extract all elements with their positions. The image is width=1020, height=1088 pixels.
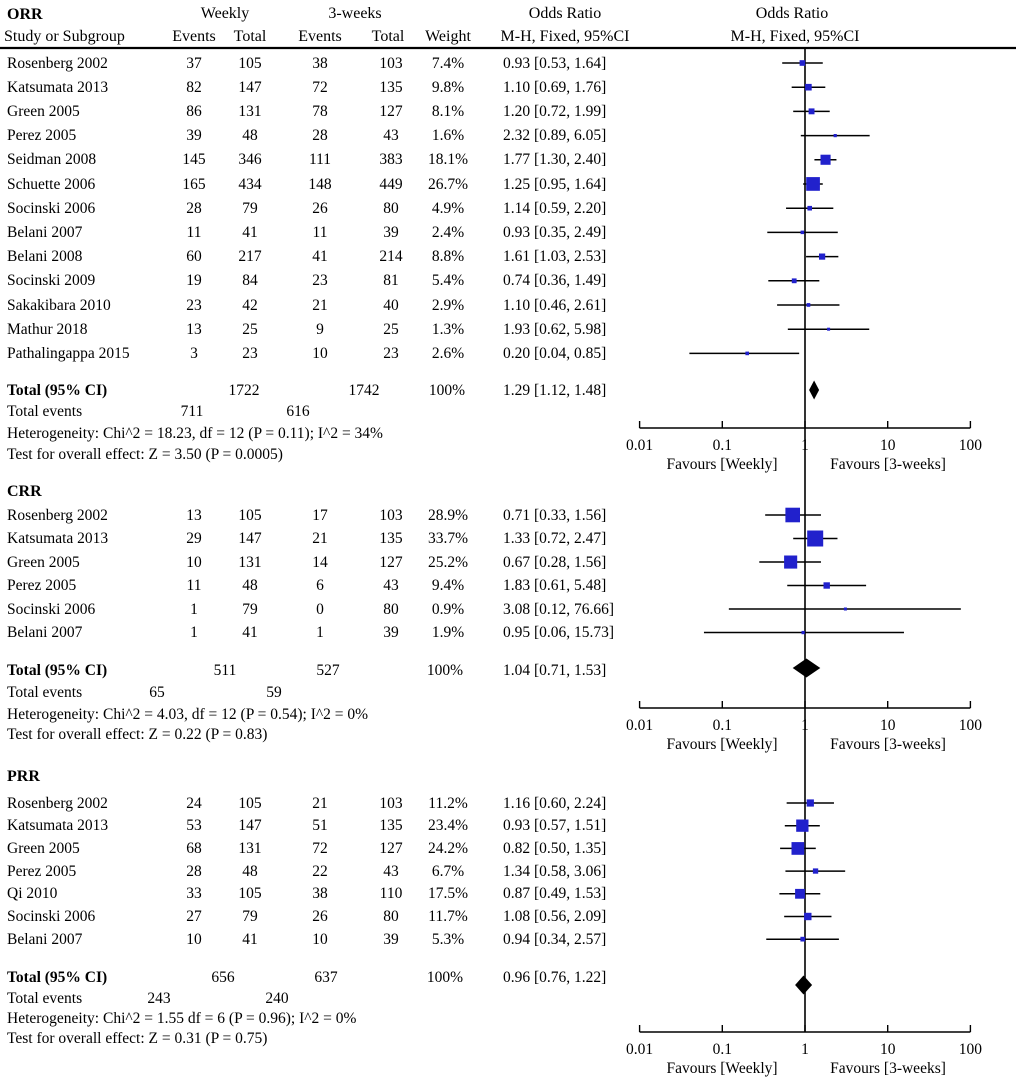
weekly-events-value: 86 [186,102,202,120]
or-marker [813,868,818,873]
axis-tick-label: 0.1 [712,1040,732,1058]
threeweeks-total-value: 80 [383,199,399,217]
or-marker [807,206,812,211]
weekly-events-value: 68 [186,839,202,857]
total-or-ci-value: 1.04 [0.71, 1.53] [503,661,607,679]
or-marker [819,254,825,260]
or-marker [807,531,823,547]
weight-value: 6.7% [431,862,465,880]
study-name: Katsumata 2013 [7,817,109,835]
total-events-threeweeks: 240 [265,989,289,1007]
threeweeks-events-value: 38 [312,54,328,72]
or-marker [821,155,831,165]
weight-value: 8.8% [431,248,465,266]
weekly-total-value: 131 [238,839,262,857]
threeweeks-total-value: 135 [379,530,403,547]
summary-diamond [809,381,819,400]
weekly-events-value: 1 [190,624,198,641]
or-marker [824,582,830,588]
weight-value: 0.9% [431,600,465,618]
threeweeks-total-value: 127 [379,102,403,120]
study-name: Katsumata 2013 [7,530,109,547]
weekly-events-value: 60 [186,248,202,266]
weight-value: 5.3% [431,930,465,948]
threeweeks-total-value: 80 [383,600,399,618]
axis-tick-label: 0.1 [712,716,732,734]
study-name: Schuette 2006 [7,175,96,193]
threeweeks-total-value: 449 [379,175,403,193]
weight-value: 1.6% [431,127,465,145]
total-weight: 100% [426,661,464,679]
total-events-weekly: 711 [180,402,204,420]
or-ci-value: 2.32 [0.89, 6.05] [503,127,607,145]
study-name: Perez 2005 [7,862,77,880]
weight-value: 1.9% [431,624,465,641]
threeweeks-events-value: 9 [316,320,324,338]
threeweeks-total-value: 39 [383,223,399,241]
weekly-events-value: 23 [186,296,202,314]
weekly-total-value: 147 [238,530,262,547]
threeweeks-total-value: 39 [383,624,399,641]
mh-fixed-text-header: M-H, Fixed, 95%CI [500,28,630,45]
favours-3weeks-label: Favours [3-weeks] [830,735,946,753]
threeweeks-total-value: 110 [379,885,403,903]
or-ci-value: 0.93 [0.53, 1.64] [503,54,607,72]
weekly-total-value: 84 [242,272,258,290]
heterogeneity-text: Heterogeneity: Chi^2 = 18.23, df = 12 (P = 0.11); I^2 = 34% [7,424,383,442]
weekly-total-value: 79 [242,600,258,618]
total-label: Total (95% CI) [7,661,108,679]
section-title-prr: PRR [7,767,40,785]
weekly-total-value: 131 [238,553,262,571]
or-ci-value: 0.87 [0.49, 1.53] [503,885,607,903]
favours-3weeks-label: Favours [3-weeks] [830,1059,946,1077]
threeweeks-total-value: 127 [379,553,403,571]
weight-value: 18.1% [427,151,469,169]
threeweeks-events-header: Events [298,28,342,45]
mh-fixed-plot-header: M-H, Fixed, 95%CI [730,28,860,45]
threeweeks-events-value: 21 [312,794,328,812]
study-name: Rosenberg 2002 [7,794,108,812]
weekly-group-header: Weekly [200,5,250,22]
threeweeks-events-value: 6 [316,577,324,594]
threeweeks-events-value: 10 [312,344,328,362]
weight-value: 28.9% [427,506,469,524]
threeweeks-total-value: 80 [383,908,399,925]
or-ci-value: 1.93 [0.62, 5.98] [503,320,607,338]
or-ci-value: 1.10 [0.46, 2.61] [503,296,607,314]
study-name: Seidman 2008 [7,151,97,169]
axis-tick-label: 0.1 [712,436,732,454]
heterogeneity-text: Heterogeneity: Chi^2 = 4.03, df = 12 (P = 0.54); I^2 = 0% [7,705,369,723]
weekly-total-value: 105 [238,885,262,903]
threeweeks-total-value: 43 [383,577,399,594]
study-name: Socinski 2006 [7,199,96,217]
study-name: Mathur 2018 [7,320,88,338]
weekly-events-value: 10 [186,930,202,948]
overall-effect-text: Test for overall effect: Z = 0.22 (P = 0.83) [7,725,268,743]
threeweeks-events-value: 11 [312,223,328,241]
or-ci-value: 0.93 [0.57, 1.51] [503,817,607,835]
or-marker [802,631,805,634]
weekly-total-value: 48 [242,577,258,594]
weekly-total-value: 346 [238,151,262,169]
threeweeks-events-value: 41 [312,248,328,266]
weekly-events-value: 82 [186,78,202,96]
threeweeks-total-value: 135 [379,78,403,96]
total-weekly-total: 656 [211,968,235,986]
or-marker [809,108,815,114]
weight-value: 2.9% [431,296,465,314]
threeweeks-total-value: 135 [379,817,403,835]
total-weekly-total: 1722 [228,381,260,399]
axis-tick-label: 1 [801,436,809,454]
or-ci-value: 1.08 [0.56, 2.09] [503,908,607,925]
or-ci-value: 1.25 [0.95, 1.64] [503,175,607,193]
or-marker [801,231,805,235]
weekly-events-value: 1 [190,600,198,618]
threeweeks-events-value: 0 [316,600,324,618]
study-name: Socinski 2006 [7,908,96,925]
overall-effect-text: Test for overall effect: Z = 3.50 (P = 0.0005) [7,445,283,463]
or-ci-value: 1.10 [0.69, 1.76] [503,78,607,96]
favours-3weeks-label: Favours [3-weeks] [830,455,946,473]
study-col-header: Study or Subgroup [4,28,125,45]
threeweeks-total-value: 127 [379,839,403,857]
study-name: Socinski 2006 [7,600,96,618]
weight-value: 9.8% [431,78,465,96]
study-name: Katsumata 2013 [7,78,109,96]
weekly-events-value: 11 [186,223,202,241]
or-marker [804,913,811,920]
weekly-events-value: 53 [186,817,202,835]
threeweeks-events-value: 17 [312,506,328,524]
threeweeks-total-value: 81 [383,272,399,290]
total-events-threeweeks: 616 [286,402,310,420]
weight-value: 9.4% [431,577,465,594]
weekly-events-value: 24 [186,794,202,812]
study-name: Perez 2005 [7,577,77,594]
or-ci-value: 0.94 [0.34, 2.57] [503,930,607,948]
weight-value: 1.3% [431,320,465,338]
threeweeks-total-value: 39 [383,930,399,948]
heterogeneity-text: Heterogeneity: Chi^2 = 1.55 df = 6 (P = 0.96); I^2 = 0% [7,1009,357,1027]
threeweeks-events-value: 51 [312,817,328,835]
study-name: Green 2005 [7,839,80,857]
or-ci-value: 0.95 [0.06, 15.73] [503,624,615,641]
or-marker [827,328,830,331]
or-marker [795,889,805,899]
or-ci-value: 1.34 [0.58, 3.06] [503,862,607,880]
or-marker [807,799,814,806]
weekly-events-value: 27 [186,908,202,925]
overall-effect-text: Test for overall effect: Z = 0.31 (P = 0.75) [7,1029,268,1047]
or-marker [806,177,820,191]
odds-ratio-text-header: Odds Ratio [528,5,602,22]
favours-weekly-label: Favours [Weekly] [666,735,778,753]
threeweeks-total-value: 23 [383,344,399,362]
section-title-orr: ORR [7,5,43,23]
weekly-events-value: 33 [186,885,202,903]
threeweeks-total-value: 383 [379,151,403,169]
or-marker [784,556,797,569]
threeweeks-total-value: 25 [383,320,399,338]
threeweeks-total-value: 103 [379,506,403,524]
weekly-total-value: 105 [238,506,262,524]
study-name: Socinski 2009 [7,272,96,290]
threeweeks-total-value: 43 [383,862,399,880]
or-ci-value: 1.61 [1.03, 2.53] [503,248,607,266]
weekly-events-value: 165 [182,175,206,193]
threeweeks-events-value: 38 [312,885,328,903]
or-marker [800,937,805,942]
weekly-total-value: 79 [242,908,258,925]
weight-value: 11.7% [428,908,468,925]
weight-value: 8.1% [431,102,465,120]
weight-value: 17.5% [427,885,469,903]
favours-weekly-label: Favours [Weekly] [666,1059,778,1077]
weekly-total-header: Total [233,28,267,45]
axis-tick-label: 100 [958,436,983,454]
or-ci-value: 3.08 [0.12, 76.66] [503,600,615,618]
total-events-threeweeks: 59 [266,683,282,701]
weight-value: 26.7% [427,175,469,193]
weekly-total-value: 48 [242,862,258,880]
weekly-total-value: 105 [238,794,262,812]
or-marker [805,84,812,91]
weekly-events-value: 3 [190,344,198,362]
axis-tick-label: 10 [879,436,896,454]
favours-weekly-label: Favours [Weekly] [666,455,778,473]
axis-tick-label: 100 [958,1040,983,1058]
weekly-total-value: 41 [242,930,258,948]
total-threeweeks-total: 1742 [348,381,380,399]
or-marker [785,508,800,523]
total-weight: 100% [426,968,464,986]
study-name: Sakakibara 2010 [7,296,111,314]
study-name: Belani 2007 [7,624,83,641]
threeweeks-group-header: 3-weeks [328,5,382,22]
weekly-total-value: 147 [238,817,262,835]
axis-tick-label: 100 [958,716,983,734]
or-ci-value: 1.14 [0.59, 2.20] [503,199,607,217]
total-events-label: Total events [7,989,83,1007]
axis-tick-label: 1 [801,716,809,734]
or-ci-value: 1.33 [0.72, 2.47] [503,530,607,547]
total-or-ci-value: 1.29 [1.12, 1.48] [503,381,607,399]
summary-diamond [795,976,812,995]
total-events-label: Total events [7,402,83,420]
or-ci-value: 1.77 [1.30, 2.40] [503,151,607,169]
weekly-total-value: 131 [238,102,262,120]
weight-value: 11.2% [428,794,468,812]
total-weekly-total: 511 [213,661,237,679]
threeweeks-events-value: 1 [316,624,324,641]
weekly-events-value: 37 [186,54,202,72]
total-events-weekly: 65 [149,683,165,701]
weekly-events-value: 11 [186,577,202,594]
axis-tick-label: 0.01 [626,436,654,454]
or-marker [800,60,806,66]
axis-tick-label: 10 [879,716,896,734]
weight-value: 5.4% [431,272,465,290]
weekly-total-value: 105 [238,54,262,72]
threeweeks-total-value: 43 [383,127,399,145]
weight-header: Weight [425,28,471,45]
weekly-total-value: 41 [242,624,258,641]
study-name: Belani 2007 [7,223,83,241]
study-name: Green 2005 [7,553,80,571]
study-name: Belani 2007 [7,930,83,948]
weekly-events-value: 28 [186,862,202,880]
study-name: Rosenberg 2002 [7,54,108,72]
or-ci-value: 0.74 [0.36, 1.49] [503,272,607,290]
threeweeks-events-value: 26 [312,908,328,925]
study-name: Pathalingappa 2015 [7,344,130,362]
weekly-total-value: 79 [242,199,258,217]
or-marker [796,820,808,832]
total-events-label: Total events [7,683,83,701]
total-label: Total (95% CI) [7,968,108,986]
threeweeks-total-value: 103 [379,54,403,72]
threeweeks-events-value: 78 [312,102,328,120]
threeweeks-events-value: 148 [308,175,332,193]
threeweeks-events-value: 21 [312,530,328,547]
or-ci-value: 1.16 [0.60, 2.24] [503,794,607,812]
or-ci-value: 1.20 [0.72, 1.99] [503,102,607,120]
weight-value: 23.4% [427,817,469,835]
weekly-total-value: 41 [242,223,258,241]
threeweeks-events-value: 26 [312,199,328,217]
study-name: Belani 2008 [7,248,83,266]
or-marker [792,842,805,855]
threeweeks-events-value: 72 [312,839,328,857]
or-marker [844,608,847,611]
weight-value: 24.2% [427,839,469,857]
threeweeks-events-value: 14 [312,553,328,571]
threeweeks-total-value: 214 [379,248,403,266]
total-or-ci-value: 0.96 [0.76, 1.22] [503,968,607,986]
weekly-events-value: 39 [186,127,202,145]
or-ci-value: 1.83 [0.61, 5.48] [503,577,607,594]
threeweeks-total-value: 40 [383,296,399,314]
threeweeks-events-value: 23 [312,272,328,290]
weekly-total-value: 217 [238,248,262,266]
weekly-total-value: 25 [242,320,258,338]
total-events-weekly: 243 [147,989,171,1007]
or-marker [745,352,749,356]
weekly-events-value: 19 [186,272,202,290]
weekly-events-value: 145 [182,151,206,169]
total-threeweeks-total: 527 [316,661,340,679]
weekly-total-value: 42 [242,296,258,314]
weekly-events-value: 28 [186,199,202,217]
total-label: Total (95% CI) [7,381,108,399]
threeweeks-total-value: 103 [379,794,403,812]
or-ci-value: 0.82 [0.50, 1.35] [503,839,607,857]
axis-tick-label: 10 [879,1040,896,1058]
or-ci-value: 0.93 [0.35, 2.49] [503,223,607,241]
or-marker [792,278,797,283]
weekly-events-value: 13 [186,506,202,524]
summary-diamond [793,659,821,678]
section-title-crr: CRR [7,482,42,500]
or-ci-value: 0.71 [0.33, 1.56] [503,506,607,524]
odds-ratio-plot-header: Odds Ratio [755,5,829,22]
threeweeks-total-header: Total [371,28,405,45]
weekly-total-value: 147 [238,78,262,96]
weight-value: 33.7% [427,530,469,547]
weekly-total-value: 434 [238,175,262,193]
total-weight: 100% [428,381,466,399]
weekly-total-value: 23 [242,344,258,362]
total-threeweeks-total: 637 [314,968,338,986]
weight-value: 4.9% [431,199,465,217]
weight-value: 25.2% [427,553,469,571]
study-name: Qi 2010 [7,885,58,903]
axis-tick-label: 1 [801,1040,809,1058]
axis-tick-label: 0.01 [626,716,654,734]
weekly-events-value: 13 [186,320,202,338]
weekly-events-header: Events [172,28,216,45]
study-name: Perez 2005 [7,127,77,145]
threeweeks-events-value: 21 [312,296,328,314]
threeweeks-events-value: 72 [312,78,328,96]
threeweeks-events-value: 111 [308,151,332,169]
or-ci-value: 0.20 [0.04, 0.85] [503,344,607,362]
axis-tick-label: 0.01 [626,1040,654,1058]
weekly-events-value: 10 [186,553,202,571]
or-marker [834,134,837,137]
or-ci-value: 0.67 [0.28, 1.56] [503,553,607,571]
threeweeks-events-value: 28 [312,127,328,145]
weight-value: 2.6% [431,344,465,362]
study-name: Green 2005 [7,102,80,120]
weekly-total-value: 48 [242,127,258,145]
threeweeks-events-value: 22 [312,862,328,880]
threeweeks-events-value: 10 [312,930,328,948]
study-name: Rosenberg 2002 [7,506,108,524]
weight-value: 2.4% [431,223,465,241]
or-marker [807,303,811,307]
weight-value: 7.4% [431,54,465,72]
weekly-events-value: 29 [186,530,202,547]
